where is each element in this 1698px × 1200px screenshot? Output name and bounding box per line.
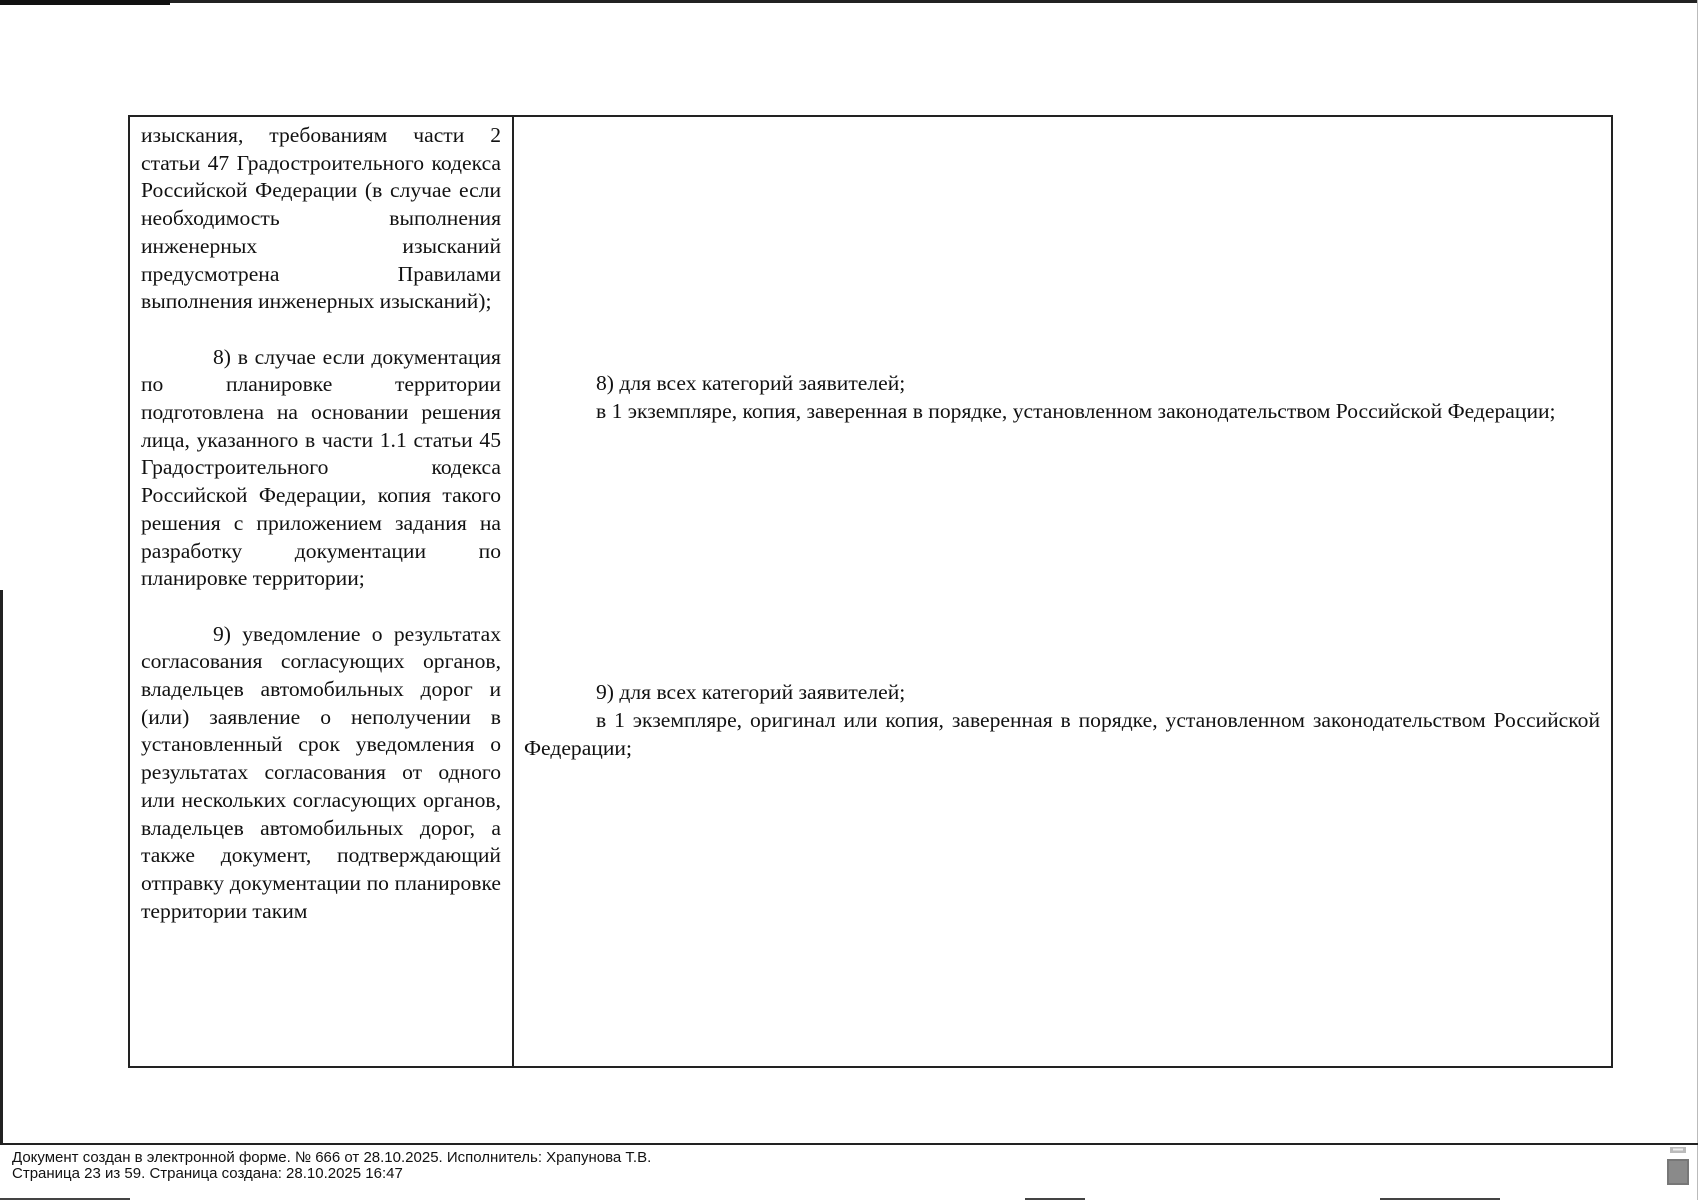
copy-requirement-9: в 1 экземпляре, оригинал или копия, заверенная в порядке, установленном законодательством Российской Федерации; <box>524 708 1600 760</box>
footer-document-info: Документ создан в электронной форме. № 666 от 28.10.2025. Исполнитель: Храпунова Т.В. <box>12 1149 652 1166</box>
table-cell-right-row-2 <box>524 370 1600 425</box>
table-cell-left-row-2: 8) в случае если документация по планировке территории подготовлена на основании решения лица, указанного в части 1.1 статьи 45 Градостроительного кодекса Российской Федерации, копия такого решения с приложением задания на разработку документации по планировке территории; <box>141 344 501 591</box>
page-footer <box>12 1150 651 1182</box>
copy-requirement-8: в 1 экземпляре, копия, заверенная в порядке, установленном законодательством Российской Федерации; <box>596 398 1556 423</box>
applicant-category-8: 8) для всех категорий заявителей; <box>596 371 906 395</box>
document-stamp-icon <box>1667 1147 1689 1185</box>
table-cell-left-row-1: изыскания, требованиям части 2 статьи 47 Градостроительного кодекса Российской Федерации (в случае если необходимость выполнения инженерных изысканий предусмотрена Правилами выполнения инженерных изысканий); <box>141 123 501 314</box>
table-cell-right-row-3 <box>524 679 1600 762</box>
footer-divider <box>0 1143 1698 1145</box>
scan-border-top <box>0 0 1698 3</box>
scan-border-top-thick <box>0 0 170 5</box>
footer-page-info: Страница 23 из 59. Страница создана: 28.10.2025 16:47 <box>12 1165 403 1182</box>
table-cell-left-row-3: 9) уведомление о результатах согласования согласующих органов, владельцев автомобильных дорог и (или) заявление о неполучении в установленный срок уведомления о результатах согласования от одного или нескольких согласующих органов, владельцев автомобильных дорог, а также документ, подтверждающий отправку документации по планировке территории таким <box>141 621 501 923</box>
table-column-left <box>130 117 514 1066</box>
document-table <box>128 115 1613 1068</box>
scan-border-left <box>0 590 3 1145</box>
applicant-category-9: 9) для всех категорий заявителей; <box>596 680 906 705</box>
table-column-right <box>514 117 1611 1066</box>
